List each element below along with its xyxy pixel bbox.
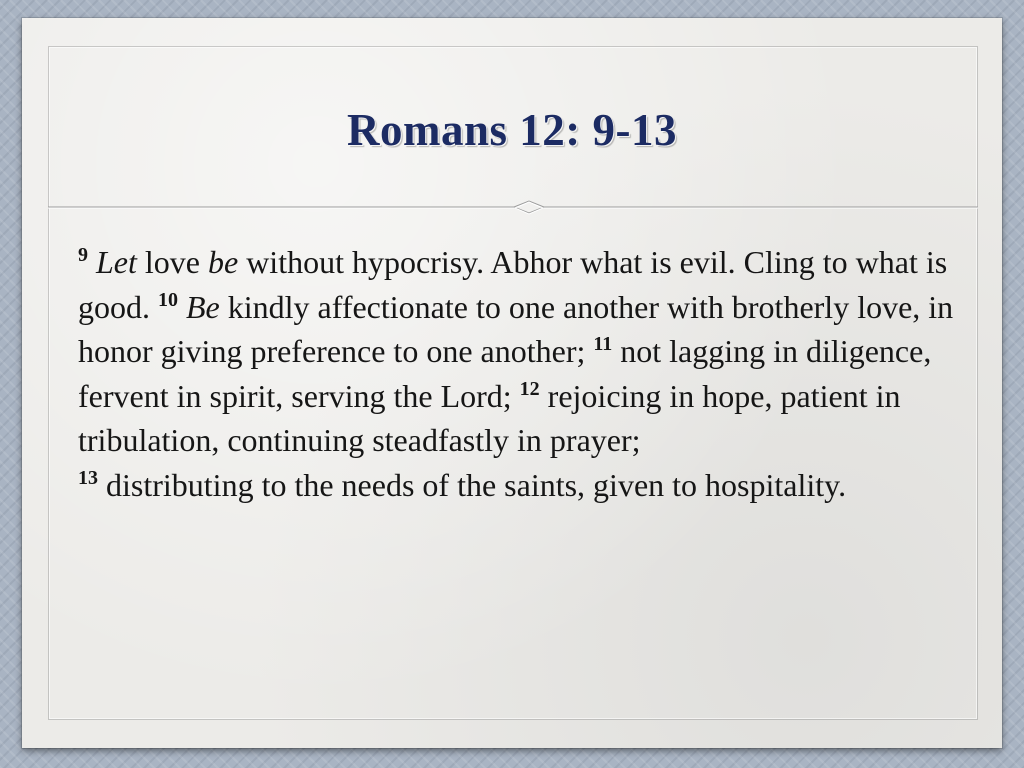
verse-text: not lagging in diligence, fervent in spirit, serving the Lord; <box>78 333 932 414</box>
verse-text: distributing to the needs of the saints, given to hospitality. <box>106 466 847 503</box>
verse-text: love <box>136 244 208 280</box>
verse-number: 10 <box>158 288 178 311</box>
slide-title: Romans 12: 9-13 <box>347 105 677 155</box>
verse-number: 12 <box>519 377 540 400</box>
verse-number: 13 <box>78 466 98 489</box>
verse-text: without hypocrisy. Abhor what is evil. Cling to what is good. <box>78 244 948 325</box>
verse-text: kindly affectionate to one another with brotherly love, in honor giving preference to one another; <box>78 288 954 370</box>
verse-text: Let <box>96 244 137 280</box>
verse-number: 9 <box>78 244 88 266</box>
scripture-passage <box>78 240 968 508</box>
verse-number: 11 <box>593 333 613 356</box>
slide-card <box>22 18 1002 748</box>
verse-text: be <box>207 244 239 280</box>
verse-text: Be <box>186 288 220 325</box>
title-divider <box>48 200 978 220</box>
verse-text: rejoicing in hope, patient in tribulation, continuing steadfastly in prayer; <box>78 377 901 459</box>
